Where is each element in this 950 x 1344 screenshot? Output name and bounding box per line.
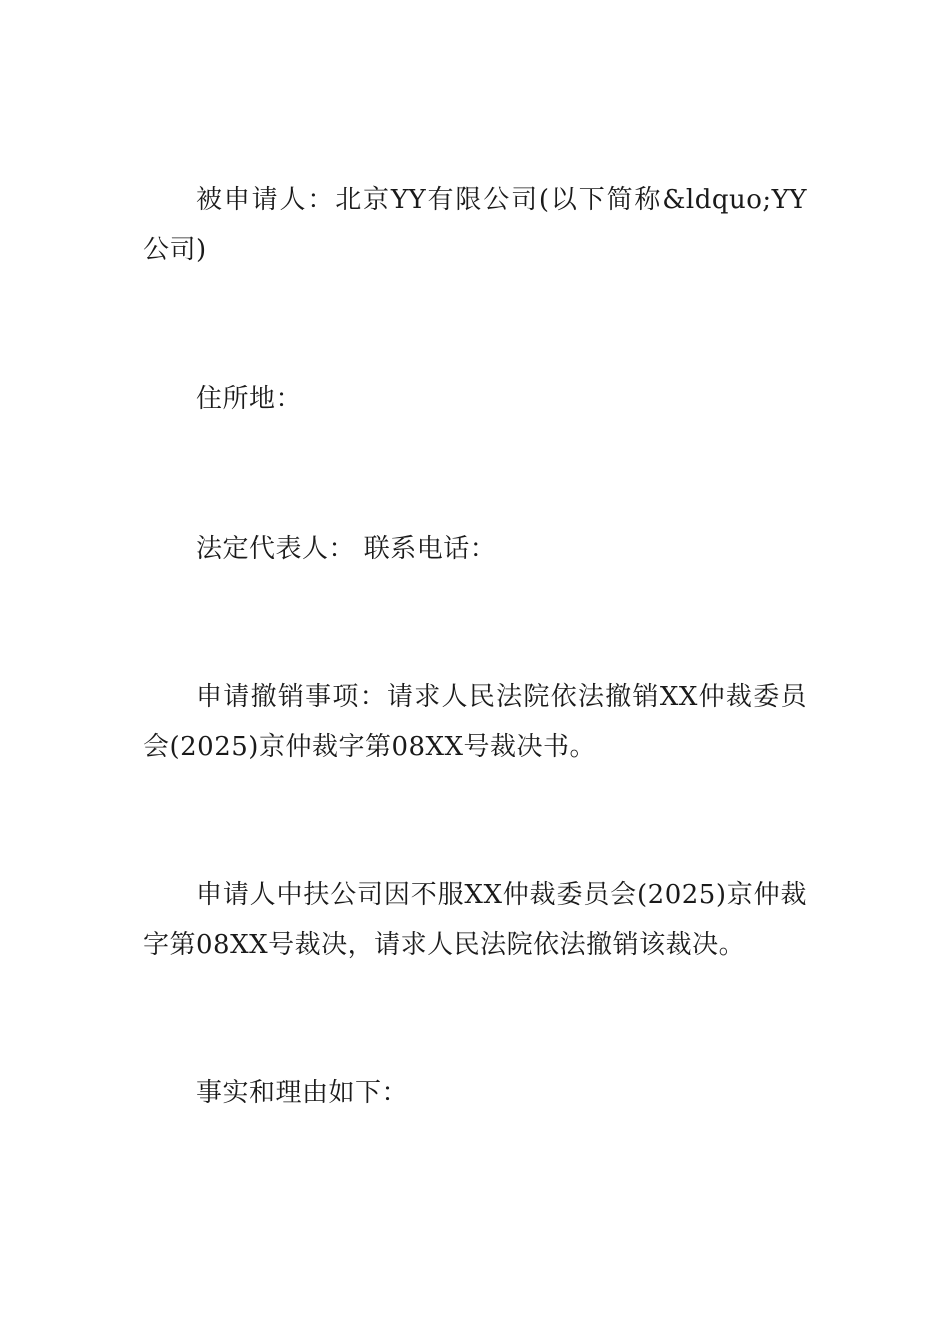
legal-representative-paragraph: 法定代表人： 联系电话：	[196, 534, 497, 564]
applicant-statement-paragraph: 申请人中扶公司因不服XX仲裁委员会(2025)京仲裁字第08XX号裁决，请求人民法院依法撤销该裁决。	[143, 880, 807, 960]
facts-and-reasons-heading: 事实和理由如下：	[196, 1078, 409, 1108]
respondent-paragraph: 被申请人：北京YY有限公司(以下简称&ldquo;YY公司)	[143, 185, 807, 265]
address-paragraph: 住所地：	[196, 384, 303, 414]
revocation-request-paragraph: 申请撤销事项：请求人民法院依法撤销XX仲裁委员会(2025)京仲裁字第08XX号裁决书。	[143, 682, 807, 762]
